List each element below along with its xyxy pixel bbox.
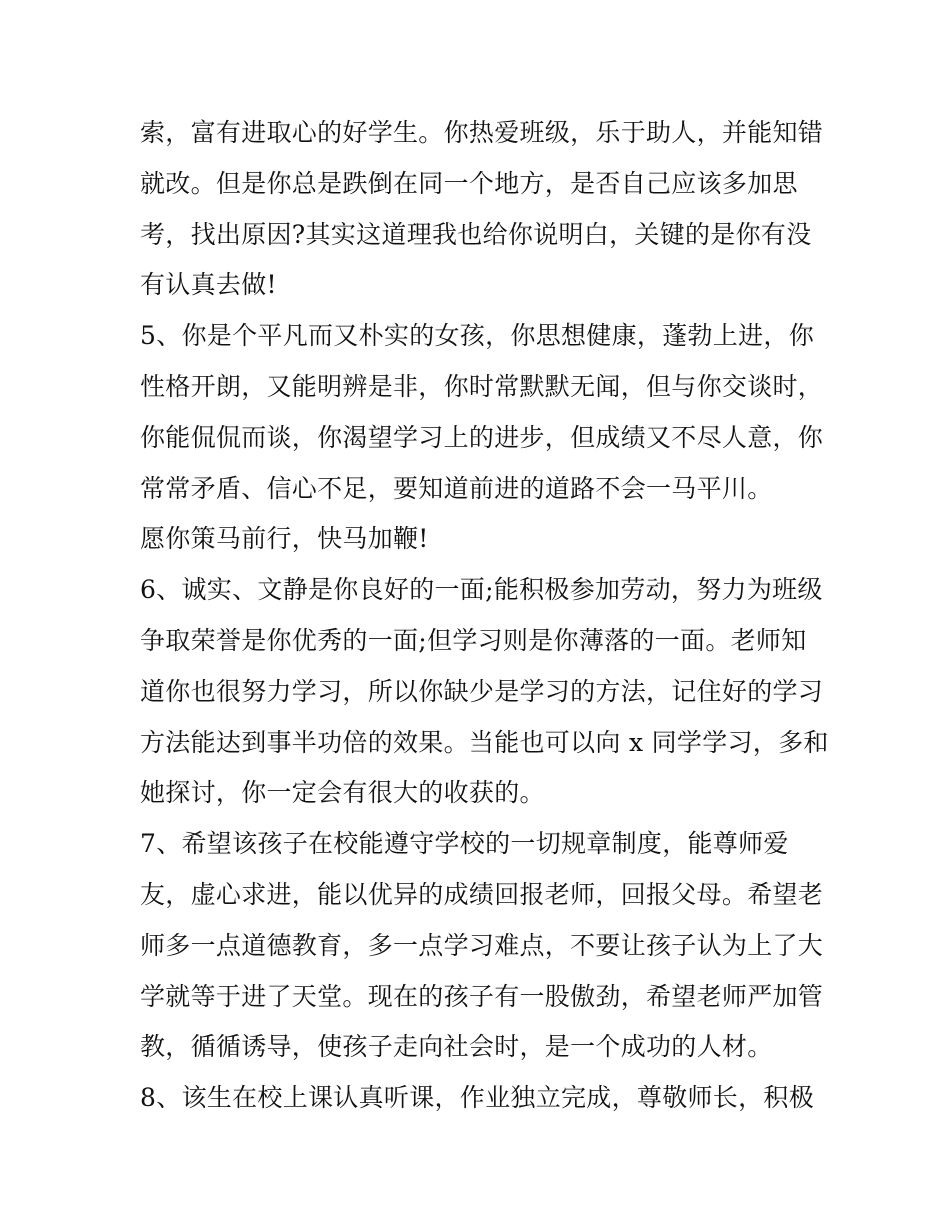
text-line: 5、你是个平凡而又朴实的女孩，你思想健康，蓬勃上进，你	[140, 321, 815, 351]
text-line: 学就等于进了天堂。现在的孩子有一股傲劲，希望老师严加管	[140, 981, 824, 1011]
text-line: 6、诚实、文静是你良好的一面;能积极参加劳动，努力为班级	[140, 575, 823, 605]
text-line: 方法能达到事半功倍的效果。当能也可以向 x 同学学习，多和	[140, 727, 829, 757]
text-line: 友，虚心求进，能以优异的成绩回报老师，回报父母。希望老	[140, 879, 824, 909]
text-line: 常常矛盾、信心不足，要知道前进的道路不会一马平川。	[140, 473, 773, 503]
text-line: 你能侃侃而谈，你渴望学习上的进步，但成绩又不尽人意，你	[140, 422, 824, 452]
text-line: 有认真去做!	[140, 270, 277, 300]
text-line: 争取荣誉是你优秀的一面;但学习则是你薄落的一面。老师知	[140, 625, 807, 655]
text-line: 就改。但是你总是跌倒在同一个地方，是否自己应该多加思	[140, 168, 798, 198]
document-body	[140, 108, 829, 1124]
text-line: 性格开朗，又能明辨是非，你时常默默无闻，但与你交谈时，	[140, 371, 824, 401]
text-line: 教，循循诱导，使孩子走向社会时，是一个成功的人材。	[140, 1032, 773, 1062]
text-line: 索，富有进取心的好学生。你热爱班级，乐于助人，并能知错	[140, 118, 824, 147]
text-line: 7、希望该孩子在校能遵守学校的一切规章制度，能尊师爱	[140, 829, 789, 859]
text-line: 8、该生在校上课认真听课，作业独立完成，尊敬师长，积极	[140, 1083, 815, 1113]
text-line: 道你也很努力学习，所以你缺少是学习的方法，记住好的学习	[140, 676, 824, 706]
text-line: 考，找出原因?其实这道理我也给你说明白，关键的是你有没	[140, 219, 812, 249]
text-line: 愿你策马前行，快马加鞭!	[140, 524, 429, 554]
text-line: 师多一点道德教育，多一点学习难点，不要让孩子认为上了大	[140, 930, 824, 960]
text-line: 她探讨，你一定会有很大的收获的。	[140, 778, 545, 808]
